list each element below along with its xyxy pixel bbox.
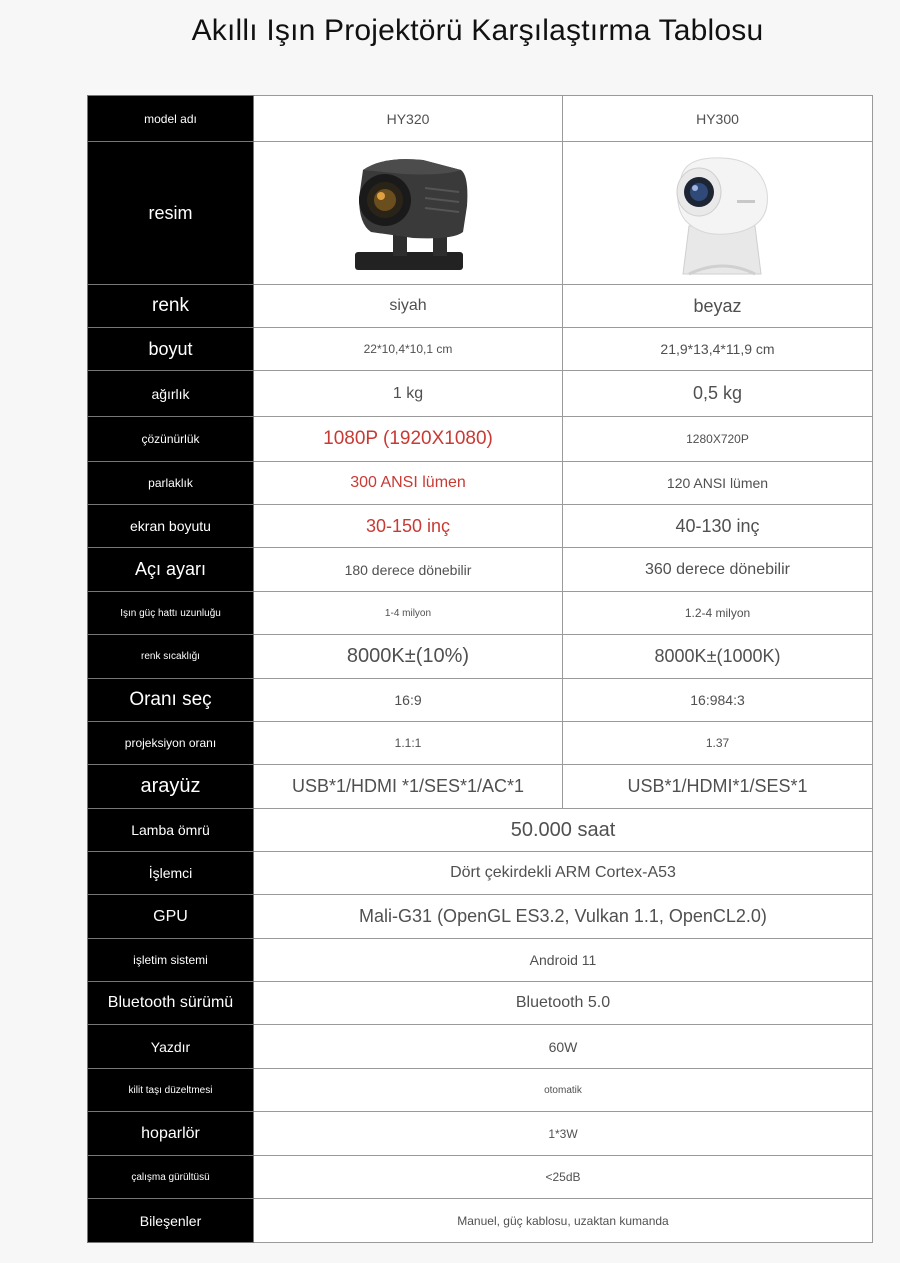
screen-b: 40-130 inç <box>563 505 873 548</box>
temp-b: 8000K±(1000K) <box>563 635 873 679</box>
table-row <box>88 1199 873 1243</box>
parts-value: Manuel, güç kablosu, uzaktan kumanda <box>254 1199 873 1243</box>
ratio-a: 16:9 <box>254 679 563 722</box>
black-projector-image <box>254 142 563 285</box>
row-label: İşlemci <box>88 852 254 895</box>
row-label: parlaklık <box>88 462 254 505</box>
row-label: projeksiyon oranı <box>88 722 254 765</box>
throw-a: 1.1:1 <box>254 722 563 765</box>
screen-a: 30-150 inç <box>254 505 563 548</box>
table-row <box>88 142 873 285</box>
bt-value: Bluetooth 5.0 <box>254 982 873 1025</box>
row-label: Işın güç hattı uzunluğu <box>88 592 254 635</box>
row-label: hoparlör <box>88 1112 254 1156</box>
beam-a: 1-4 milyon <box>254 592 563 635</box>
table-row <box>88 328 873 371</box>
row-label: arayüz <box>88 765 254 809</box>
table-row <box>88 371 873 417</box>
weight-b: 0,5 kg <box>563 371 873 417</box>
keystone-value: otomatik <box>254 1069 873 1112</box>
resolution-a: 1080P (1920X1080) <box>254 417 563 462</box>
table-row <box>88 809 873 852</box>
black-projector-icon <box>333 148 483 278</box>
resolution-b: 1280X720P <box>563 417 873 462</box>
table-row <box>88 722 873 765</box>
row-label: Lamba ömrü <box>88 809 254 852</box>
row-label: ekran boyutu <box>88 505 254 548</box>
row-label: kilit taşı düzeltmesi <box>88 1069 254 1112</box>
table-row <box>88 417 873 462</box>
row-label: model adı <box>88 96 254 142</box>
table-row <box>88 1025 873 1069</box>
white-projector-icon <box>643 148 793 278</box>
row-label: resim <box>88 142 254 285</box>
white-projector-image <box>563 142 873 285</box>
model-a: HY320 <box>254 96 563 142</box>
table-row <box>88 635 873 679</box>
table-row <box>88 895 873 939</box>
row-label: Bileşenler <box>88 1199 254 1243</box>
comparison-table <box>87 95 873 1243</box>
ratio-b: 16:984:3 <box>563 679 873 722</box>
row-label: Yazdır <box>88 1025 254 1069</box>
os-value: Android 11 <box>254 939 873 982</box>
page-title: Akıllı Işın Projektörü Karşılaştırma Tablosu <box>191 14 764 47</box>
beam-b: 1.2-4 milyon <box>563 592 873 635</box>
table-row <box>88 285 873 328</box>
angle-a: 180 derece dönebilir <box>254 548 563 592</box>
table-row <box>88 1112 873 1156</box>
power-value: 60W <box>254 1025 873 1069</box>
row-label: işletim sistemi <box>88 939 254 982</box>
brightness-b: 120 ANSI lümen <box>563 462 873 505</box>
iface-b: USB*1/HDMI*1/SES*1 <box>563 765 873 809</box>
row-label: boyut <box>88 328 254 371</box>
throw-b: 1.37 <box>563 722 873 765</box>
table-row <box>88 96 873 142</box>
color-b: beyaz <box>563 285 873 328</box>
brightness-a: 300 ANSI lümen <box>254 462 563 505</box>
size-b: 21,9*13,4*11,9 cm <box>563 328 873 371</box>
table-row <box>88 939 873 982</box>
row-label: Oranı seç <box>88 679 254 722</box>
row-label: GPU <box>88 895 254 939</box>
weight-a: 1 kg <box>254 371 563 417</box>
table-row <box>88 765 873 809</box>
table-row <box>88 852 873 895</box>
size-a: 22*10,4*10,1 cm <box>254 328 563 371</box>
temp-a: 8000K±(10%) <box>254 635 563 679</box>
table-row <box>88 462 873 505</box>
table-row <box>88 982 873 1025</box>
row-label: Açı ayarı <box>88 548 254 592</box>
table-row <box>88 592 873 635</box>
speaker-value: 1*3W <box>254 1112 873 1156</box>
table-row <box>88 548 873 592</box>
color-a: siyah <box>254 285 563 328</box>
lamp-value: 50.000 saat <box>254 809 873 852</box>
row-label: renk <box>88 285 254 328</box>
table-row <box>88 1069 873 1112</box>
noise-value: <25dB <box>254 1156 873 1199</box>
table-row <box>88 505 873 548</box>
table-row <box>88 1156 873 1199</box>
row-label: ağırlık <box>88 371 254 417</box>
row-label: çalışma gürültüsü <box>88 1156 254 1199</box>
row-label: çözünürlük <box>88 417 254 462</box>
model-b: HY300 <box>563 96 873 142</box>
gpu-value: Mali-G31 (OpenGL ES3.2, Vulkan 1.1, OpenCL2.0) <box>254 895 873 939</box>
cpu-value: Dört çekirdekli ARM Cortex-A53 <box>254 852 873 895</box>
table-row <box>88 679 873 722</box>
row-label: Bluetooth sürümü <box>88 982 254 1025</box>
iface-a: USB*1/HDMI *1/SES*1/AC*1 <box>254 765 563 809</box>
row-label: renk sıcaklığı <box>88 635 254 679</box>
angle-b: 360 derece dönebilir <box>563 548 873 592</box>
